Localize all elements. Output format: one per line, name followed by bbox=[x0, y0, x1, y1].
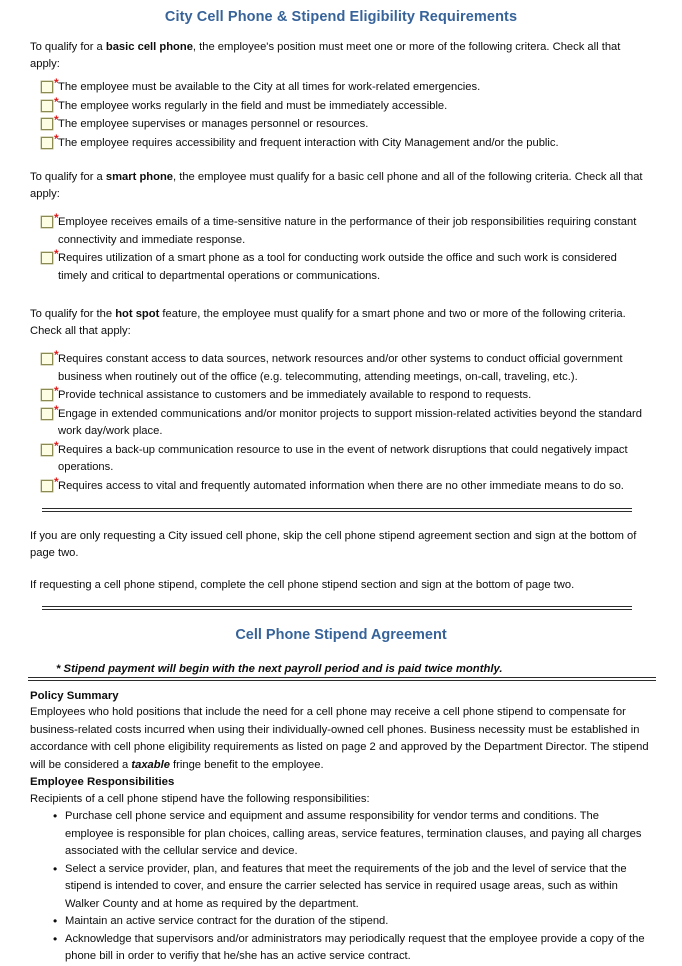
checkbox-label: Requires access to vital and frequently automated information when there are no other immediate means to do so. bbox=[58, 479, 624, 492]
checkbox-list-item[interactable] bbox=[0, 76, 648, 97]
basic-cell-phone-checklist bbox=[0, 76, 682, 152]
checkbox-icon[interactable] bbox=[41, 118, 53, 130]
checkbox-list-item[interactable] bbox=[0, 384, 648, 405]
checkbox-list-item[interactable] bbox=[0, 438, 648, 477]
required-asterisk-icon: * bbox=[54, 94, 59, 109]
basic-intro-prefix: To qualify for a bbox=[30, 41, 106, 53]
required-asterisk-icon: * bbox=[54, 211, 59, 225]
checkbox-label: The employee supervises or manages personnel or resources. bbox=[58, 118, 369, 130]
smart-intro-bold: smart phone bbox=[105, 171, 174, 183]
spacer bbox=[0, 496, 682, 508]
smart-intro-suffix: , the employee must qualify for a basic cell phone and all of the following criteria. Check all that apply: bbox=[30, 171, 643, 200]
employee-responsibilities-list bbox=[0, 808, 682, 966]
hotspot-intro-suffix: feature, the employee must qualify for a smart phone and two or more of the following criteria. Check all that apply: bbox=[30, 308, 626, 337]
policy-summary-heading: Policy Summary bbox=[30, 689, 119, 702]
spacer bbox=[0, 645, 682, 661]
checkbox-label: Provide technical assistance to customers and be immediately available to respond to requests. bbox=[58, 389, 532, 401]
checkbox-icon[interactable] bbox=[41, 81, 53, 93]
smart-phone-checklist bbox=[0, 211, 682, 285]
employee-responsibilities-heading: Employee Responsibilities bbox=[30, 776, 175, 788]
agreement-title: Cell Phone Stipend Agreement bbox=[235, 626, 447, 643]
required-asterisk-icon: * bbox=[54, 113, 59, 127]
checkbox-list-item[interactable] bbox=[0, 131, 648, 153]
checkbox-label: Requires utilization of a smart phone as a tool for conducting work outside the office and such work is considered timely and critical to departmental operations or communications. bbox=[58, 252, 617, 282]
basic-intro-suffix: , the employee's position must meet one or more of the following critera. Check all that apply: bbox=[30, 41, 621, 70]
checkbox-label: Engage in extended communications and/or monitor projects to support mission-related activities beyond the standard work day/work place. bbox=[58, 407, 642, 437]
required-asterisk-icon: * bbox=[54, 474, 59, 489]
checkbox-label: Requires constant access to data sources, network resources and/or other systems to conduct official government business when routinely out of the office (e.g. telecommuting, attending meetings, on-call, traveling, etc.). bbox=[58, 353, 623, 383]
hot-spot-intro bbox=[0, 306, 682, 339]
smart-intro-prefix: To qualify for a bbox=[30, 171, 106, 183]
policy-summary-emphasis: taxable bbox=[131, 758, 170, 771]
smart-phone-intro bbox=[0, 169, 682, 202]
spacer bbox=[0, 153, 682, 169]
required-asterisk-icon: * bbox=[54, 384, 59, 398]
spacer bbox=[0, 202, 682, 214]
basic-intro-bold: basic cell phone bbox=[105, 41, 193, 53]
instructions-paragraph-2: If requesting a cell phone stipend, complete the cell phone stipend section and sign at the bottom of page two. bbox=[30, 579, 575, 591]
spacer bbox=[0, 72, 682, 79]
checkbox-label: Requires a back-up communication resource to use in the event of network disruptions that could negatively impact operations. bbox=[58, 443, 628, 473]
checkbox-icon[interactable] bbox=[41, 389, 53, 401]
basic-cell-phone-intro bbox=[0, 39, 682, 72]
spacer bbox=[0, 610, 682, 626]
policy-summary-part-2: fringe benefit to the employee. bbox=[169, 758, 324, 771]
checkbox-label: The employee must be available to the City at all times for work-related emergencies. bbox=[58, 81, 481, 93]
spacer bbox=[0, 339, 682, 351]
checkbox-icon[interactable] bbox=[41, 216, 53, 228]
policy-summary-text bbox=[0, 704, 682, 774]
required-asterisk-icon: * bbox=[54, 438, 59, 453]
checkbox-icon[interactable] bbox=[41, 480, 53, 492]
list-item: • Acknowledge that supervisors and/or administrators may periodically request that the employee provide a copy of the phone bill in order to verifiy that he/she has an active service contract. bbox=[0, 931, 682, 966]
required-asterisk-icon: * bbox=[54, 131, 59, 146]
checkbox-label: The employee requires accessibility and frequent interaction with City Management and/or the public. bbox=[58, 136, 559, 149]
checkbox-icon[interactable] bbox=[41, 408, 53, 420]
stipend-note: * Stipend payment will begin with the next payroll period and is paid twice monthly. bbox=[56, 662, 503, 675]
required-asterisk-icon: * bbox=[54, 247, 59, 261]
checkbox-list-item[interactable] bbox=[0, 247, 648, 285]
required-asterisk-icon: * bbox=[54, 348, 59, 362]
checkbox-list-item[interactable] bbox=[0, 113, 648, 134]
list-item: • Maintain an active service contract for the duration of the stipend. bbox=[0, 913, 682, 931]
checkbox-icon[interactable] bbox=[41, 100, 53, 112]
checkbox-icon[interactable] bbox=[41, 353, 53, 365]
spacer bbox=[0, 681, 682, 688]
spacer bbox=[0, 512, 682, 528]
checkbox-label: Employee receives emails of a time-sensitive nature in the performance of their job responsibilities requiring constant connectivity and immediate response. bbox=[58, 216, 637, 246]
checkbox-list-item[interactable] bbox=[0, 211, 648, 249]
checkbox-list-item[interactable] bbox=[0, 94, 648, 116]
list-item: • Select a service provider, plan, and features that meet the requirements of the job and the level of service that the stipend is intended to cover, and ensure the carrier selected has service in required usage areas, such as within Walker County and at home as required by the department. bbox=[0, 861, 682, 914]
checkbox-icon[interactable] bbox=[41, 252, 53, 264]
required-asterisk-icon: * bbox=[54, 402, 59, 417]
list-item: • Purchase cell phone service and equipment and assume responsibility for vendor terms and conditions. The employee is responsible for plan choices, calling areas, service features, termination clauses, and paying all charges associated with the cellular service and device. bbox=[0, 808, 682, 861]
checkbox-icon[interactable] bbox=[41, 137, 53, 149]
required-asterisk-icon: * bbox=[54, 76, 59, 90]
hotspot-intro-prefix: To qualify for the bbox=[30, 308, 116, 320]
hot-spot-checklist bbox=[0, 348, 682, 495]
checkbox-icon[interactable] bbox=[41, 444, 53, 456]
hotspot-intro-bold: hot spot bbox=[115, 308, 160, 320]
page-title: City Cell Phone & Stipend Eligibility Requirements bbox=[164, 9, 518, 25]
checkbox-list-item[interactable] bbox=[0, 474, 648, 496]
policy-summary-part-1: Employees who hold positions that include the need for a cell phone may receive a cell phone stipend to compensate for business-related costs incurred when using their individually-owned cell phones. Business necessity must be established in accordance with cell phone eligibility requirements as listed on page 2 and approved by the Department Director. The stipend will be considered a bbox=[30, 706, 649, 771]
instructions-paragraph-1: If you are only requesting a City issued cell phone, skip the cell phone stipend agreement section and sign at the bottom of page two. bbox=[30, 530, 637, 559]
spacer bbox=[0, 27, 682, 39]
checkbox-label: The employee works regularly in the field and must be immediately accessible. bbox=[58, 99, 448, 112]
checkbox-list-item[interactable] bbox=[0, 402, 648, 441]
spacer bbox=[0, 594, 682, 606]
spacer bbox=[0, 286, 682, 306]
responsibilities-intro: Recipients of a cell phone stipend have the following responsibilities: bbox=[30, 792, 370, 805]
spacer bbox=[0, 561, 682, 577]
checkbox-list-item[interactable] bbox=[0, 348, 648, 386]
